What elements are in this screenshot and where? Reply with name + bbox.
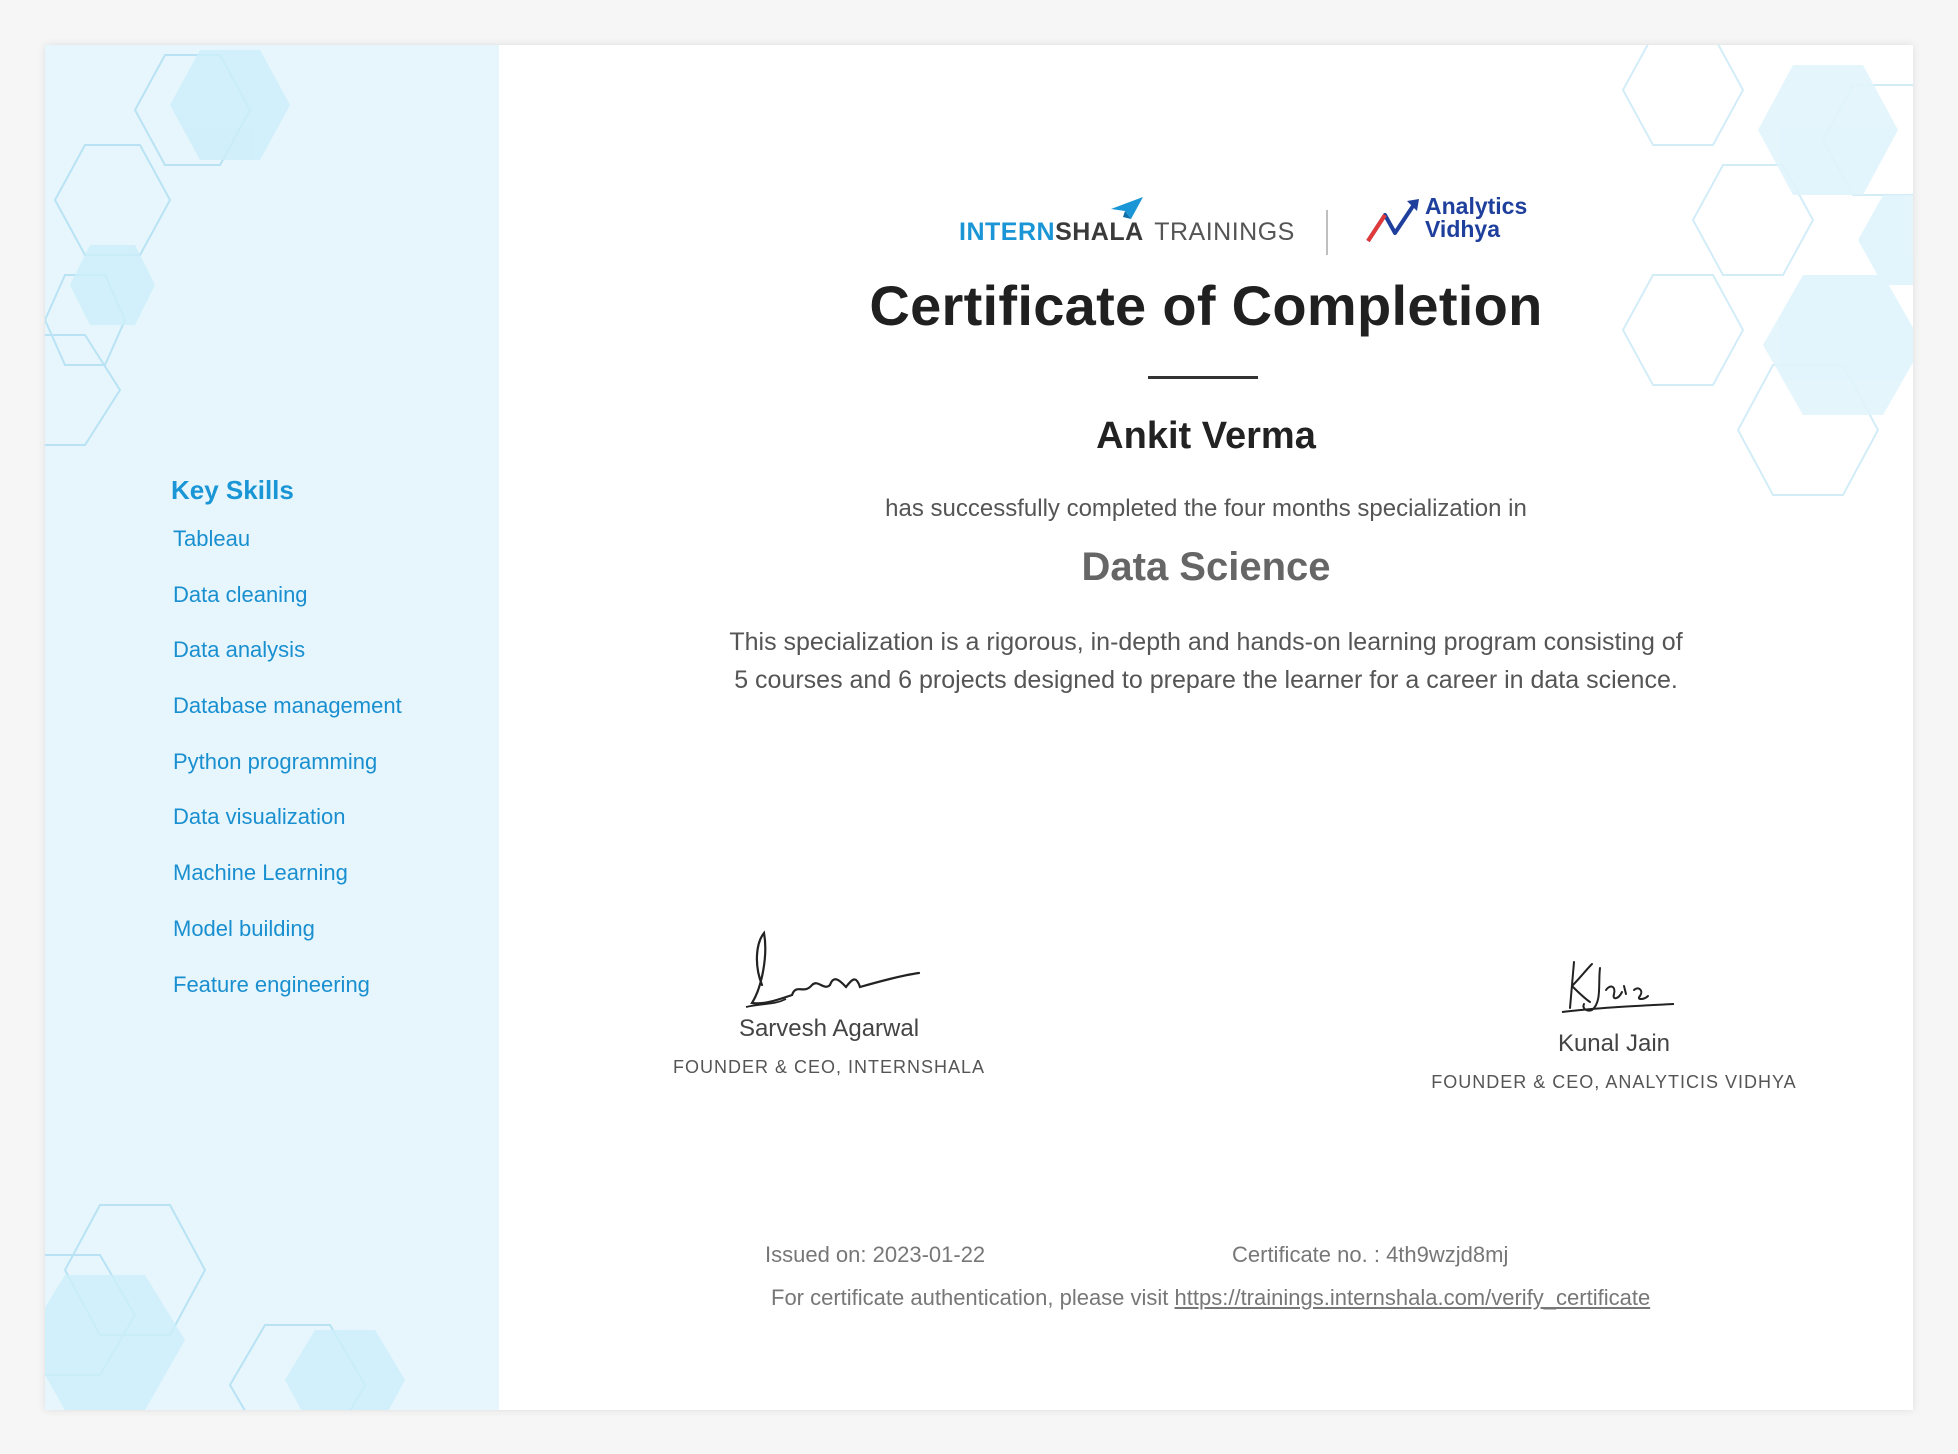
skill-item: Feature engineering [173, 971, 370, 997]
skill-item: Model building [173, 915, 315, 941]
logo-divider [1326, 210, 1328, 255]
certificate-main [499, 45, 1913, 1410]
skill-item: Data cleaning [173, 581, 308, 607]
analytics-vidhya-mark-icon [1365, 197, 1421, 245]
signatory-2 [1414, 950, 1814, 1093]
certificate-card [45, 45, 1913, 1410]
certificate-title: Certificate of Completion [869, 274, 1543, 337]
signatory-role: FOUNDER & CEO, ANALYTICIS VIDHYA [1431, 1072, 1797, 1092]
signatory-name: Kunal Jain [1557, 1030, 1671, 1057]
skill-item: Data analysis [173, 637, 306, 663]
skill-item: Tableau [173, 526, 251, 551]
description-line-1: This specialization is a rigorous, in-depth and hands-on learning program consisting of [729, 628, 1683, 656]
authentication-note [771, 1285, 1650, 1311]
analytics-vidhya-logo [1425, 195, 1527, 241]
signature-sarvesh [734, 925, 924, 1015]
skill-item: Database management [173, 693, 402, 719]
av-line1: Analytics [1425, 193, 1528, 219]
signature-kunal [1544, 950, 1684, 1030]
recipient-name: Ankit Verma [1096, 415, 1316, 457]
verify-certificate-link[interactable]: https://trainings.internshala.com/verify_certificate [1174, 1285, 1651, 1310]
logo-text-shala: SHALA [1055, 218, 1143, 246]
signatory-1 [669, 925, 989, 1078]
logo-text-trainings: TRAININGS [1154, 218, 1295, 246]
skills-sidebar [45, 45, 499, 1410]
skill-item: Data visualization [173, 804, 346, 830]
internshala-logo [959, 218, 1295, 247]
logo-text-intern: INTERN [959, 218, 1056, 246]
brand-logos [959, 145, 1579, 255]
key-skills-list [171, 475, 402, 1027]
issued-date: Issued on: 2023-01-22 [765, 1242, 986, 1267]
course-description [499, 623, 1913, 699]
key-skills-title: Key Skills [171, 475, 294, 505]
authentication-text: For certificate authentication, please visit [771, 1285, 1175, 1310]
signatory-role: FOUNDER & CEO, INTERNSHALA [672, 1057, 986, 1077]
skill-item: Python programming [173, 748, 378, 774]
av-line2: Vidhya [1425, 216, 1500, 242]
course-name: Data Science [1081, 545, 1331, 589]
skill-item: Machine Learning [173, 860, 348, 886]
title-divider [1148, 376, 1258, 379]
description-line-2: 5 courses and 6 projects designed to prepare the learner for a career in data science. [734, 666, 1678, 694]
certificate-number: Certificate no. : 4th9wzjd8mj [1232, 1242, 1509, 1267]
completion-statement: has successfully completed the four months specialization in [885, 495, 1527, 522]
signatory-name: Sarvesh Agarwal [738, 1015, 920, 1042]
